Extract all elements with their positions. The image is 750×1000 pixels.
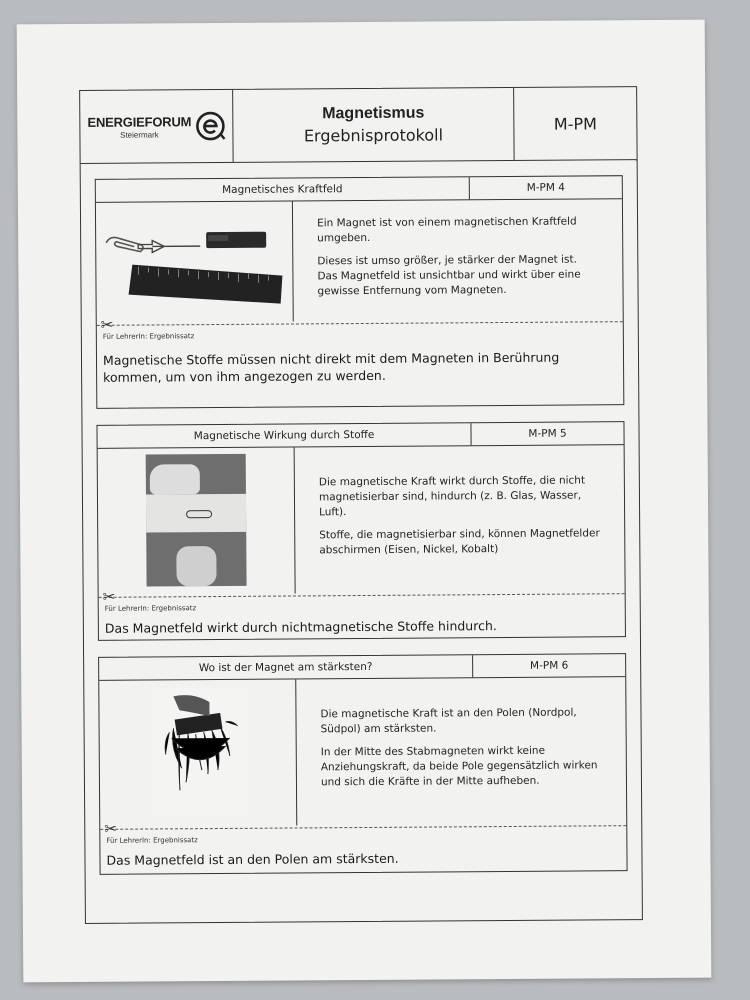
teacher-label: Für LehrerIn: Ergebnissatz [106,836,198,845]
card-title: Magnetisches Kraftfeld [96,177,470,202]
card-text [296,677,626,825]
scissors-icon: ✂ [102,587,116,606]
answer-sentence: Das Magnetfeld ist an den Polen am stärksten. [106,850,399,868]
card-illustration [98,447,296,594]
card-illustration [99,679,297,826]
page-frame [79,86,643,924]
card-body [99,677,626,827]
photo-magnet-iron-filings [151,688,248,817]
logo-name: ENERGIEFORUM [87,113,192,130]
card-title: Wo ist der Magnet am stärksten? [99,655,473,680]
worksheet-page [17,20,712,983]
photo-hands-paper [146,454,247,587]
scissors-icon: ✂ [104,819,117,838]
card-code: M-PM 4 [526,181,565,194]
card-text [293,199,623,321]
page-header [80,87,636,164]
page-title: Magnetismus [322,104,425,123]
energieforum-logo-icon [195,111,225,141]
answer-sentence: Das Magnetfeld wirkt durch nichtmagnetische Stoffe hindurch. [104,618,497,636]
card-text [295,445,625,593]
logo-text [87,114,191,140]
card-body [98,445,625,595]
card-text-1: Die magnetische Kraft wirkt durch Stoffe, die nicht magnetisierbar sind, hindurch (z. B. Glas, Wasser, Luft). [318,473,586,518]
card-text-2: Stoffe, die magnetisierbar sind, können Magnetfelder abschirmen (Eisen, Nickel, Kobalt) [319,526,600,556]
card-staerkste-stelle [98,653,628,875]
teacher-label: Für LehrerIn: Ergebnissatz [102,332,195,341]
card-code: M-PM 6 [529,659,569,672]
card-kraftfeld [95,175,625,409]
logo-subtitle: Steiermark [120,129,159,140]
answer-sentence: Magnetische Stoffe müssen nicht direkt mit dem Magneten in Berührung kommen, um von ihm angezogen zu werden. [102,349,560,385]
card-text-1: Die magnetische Kraft ist an den Polen (Nordpol, Südpol) am stärksten. [320,706,577,735]
card-body [96,199,623,323]
card-illustration [96,201,294,322]
logo-cell [80,90,233,163]
magnet-ruler-illustration [96,201,293,322]
teacher-label: Für LehrerIn: Ergebnissatz [104,604,197,613]
card-text-1: Ein Magnet ist von einem magnetischen Kraftfeld umgeben. [317,215,577,244]
card-text-2: Dieses ist umso größer, je stärker der Magnet ist. Das Magnetfeld ist unsichtbar und wirkt über eine gewisse Entfernung vom Magneten. [317,253,581,297]
card-code: M-PM 5 [528,427,567,440]
card-text-2: In der Mitte des Stabmagneten wirkt keine Anziehungskraft, da beide Pole gegensätzlich wirken und sich die Kräfte in der Mitte aufheben. [320,744,598,788]
title-cell [233,88,514,162]
scissors-icon: ✂ [100,315,114,334]
card-title: Magnetische Wirkung durch Stoffe [97,423,471,448]
page-subtitle: Ergebnisprotokoll [303,125,444,146]
page-code: M-PM [553,113,597,134]
card-wirkung-durch-stoffe [96,421,625,641]
